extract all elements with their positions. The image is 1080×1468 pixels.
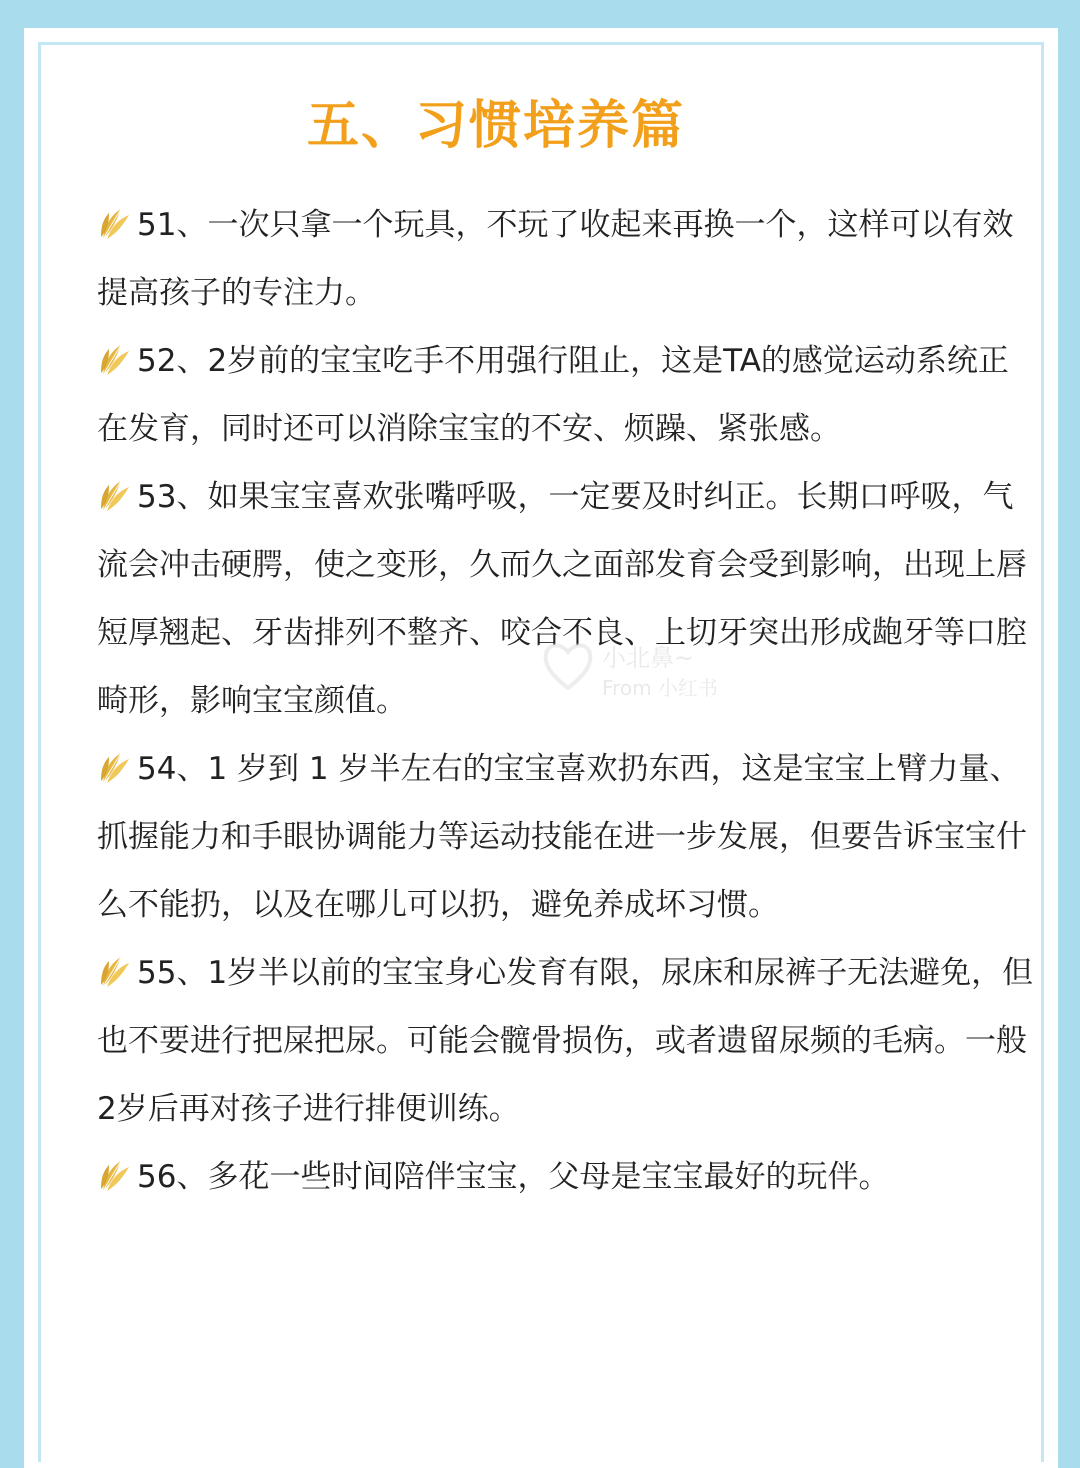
watermark: [540, 634, 760, 704]
item-text: 52、2岁前的宝宝吃手不用强行阻止，这是TA的感觉运动系统正在发育，同时还可以消除宝宝的不安、烦躁、紧张感。: [97, 343, 1009, 447]
item-text: 51、一次只拿一个玩具，不玩了收起来再换一个，这样可以有效提高孩子的专注力。: [97, 207, 1014, 311]
heart-logo-icon: [540, 634, 596, 696]
content-card-inner: [38, 42, 1044, 1462]
list-item: [97, 327, 1037, 463]
list-item: [97, 735, 1037, 939]
item-text: 55、1岁半以前的宝宝身心发育有限，尿床和尿裤子无法避免，但也不要进行把屎把尿。可能会髋骨损伤，或者遗留尿频的毛病。一般2岁后再对孩子进行排便训练。: [97, 955, 1034, 1127]
item-text: 56、多花一些时间陪伴宝宝，父母是宝宝最好的玩伴。: [137, 1159, 890, 1195]
list-item: [97, 1143, 1037, 1211]
wheat-leaf-icon: [97, 1157, 133, 1193]
wheat-leaf-icon: [97, 477, 133, 513]
watermark-name: 小北鼻~: [602, 644, 695, 672]
item-text: 54、1 岁到 1 岁半左右的宝宝喜欢扔东西，这是宝宝上臂力量、抓握能力和手眼协调能力等运动技能在进一步发展，但要告诉宝宝什么不能扔，以及在哪儿可以扔，避免养成坏习惯。: [97, 751, 1027, 923]
content-card: [24, 28, 1058, 1468]
page-title: 五、习惯培养篇: [306, 96, 685, 156]
wheat-leaf-icon: [97, 953, 133, 989]
list-item: [97, 191, 1037, 327]
wheat-leaf-icon: [97, 205, 133, 241]
wheat-leaf-icon: [97, 749, 133, 785]
list-item: [97, 939, 1037, 1143]
watermark-from: From 小红书: [602, 676, 718, 700]
item-text: 53、如果宝宝喜欢张嘴呼吸，一定要及时纠正。长期口呼吸，气流会冲击硬腭，使之变形，久而久之面部发育会受到影响，出现上唇短厚翘起、牙齿排列不整齐、咬合不良、上切牙突出形成龅牙等口腔畸形，影响宝宝颜值。: [97, 479, 1027, 719]
wheat-leaf-icon: [97, 341, 133, 377]
